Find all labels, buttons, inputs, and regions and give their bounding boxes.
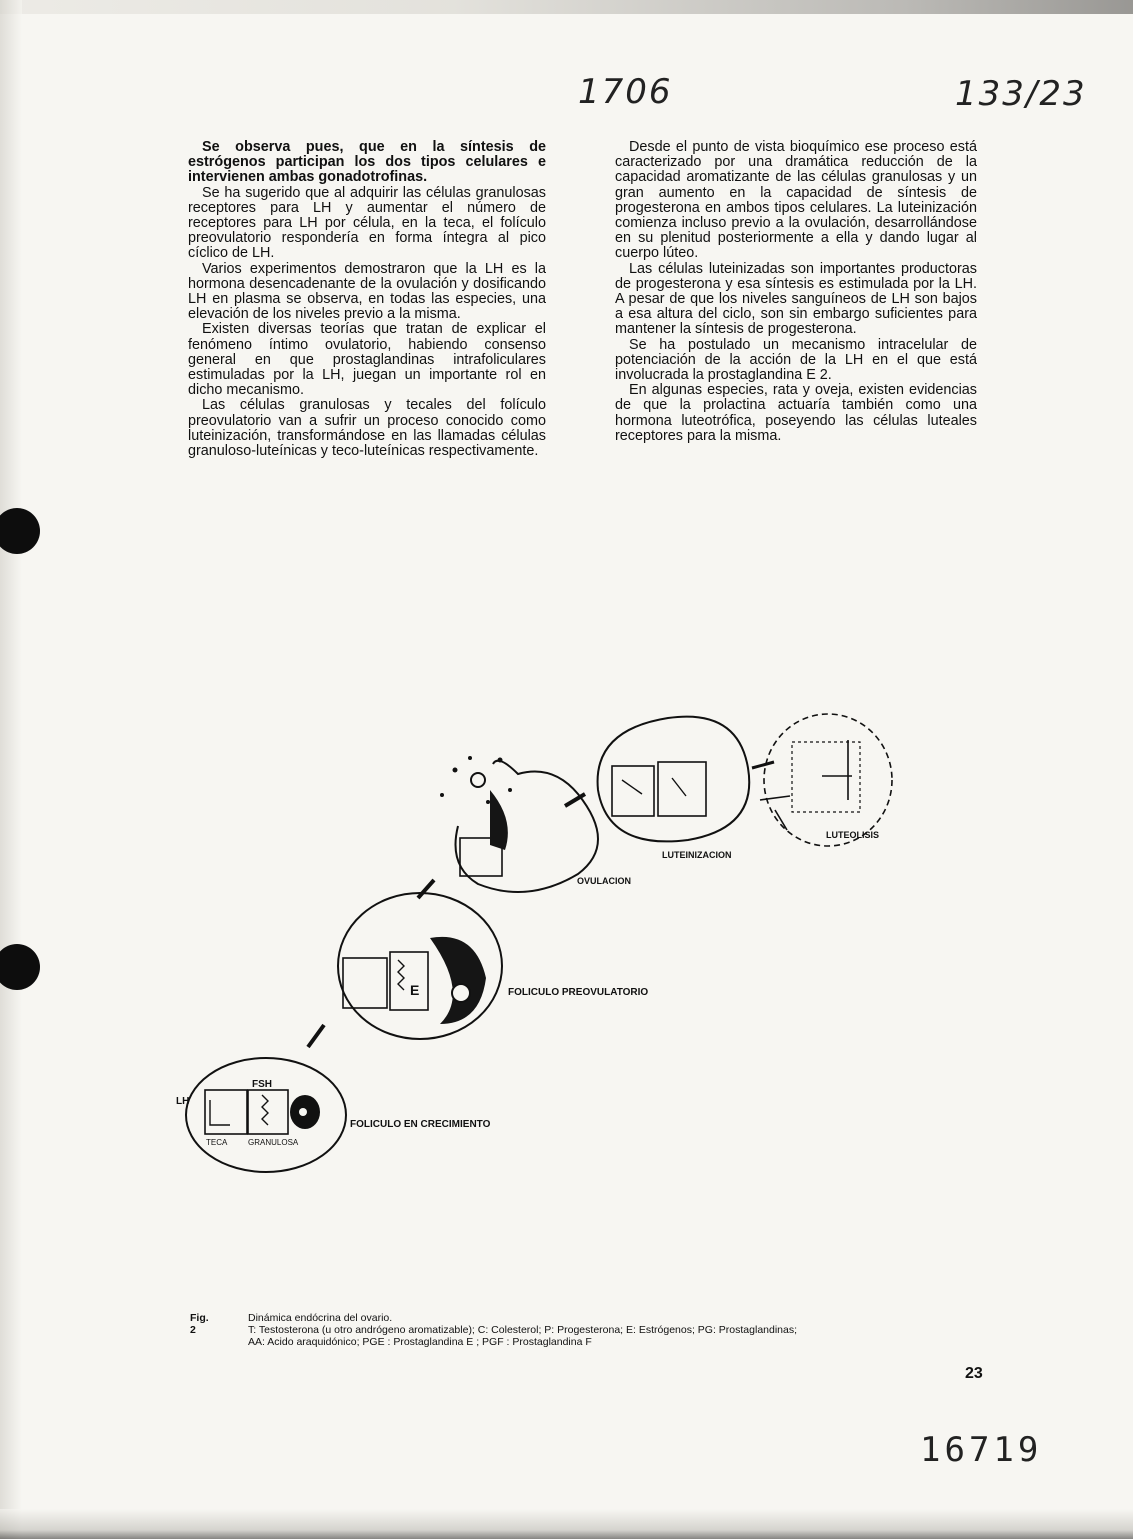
- stage-1-label: FOLICULO EN CRECIMIENTO: [350, 1119, 491, 1130]
- left-paragraph-2: Se ha sugerido que al adquirir las células granulosas receptores para LH y aumentar el número de receptores para LH por célula, en la teca, el folículo preovulatorio respondería en forma íntegra al pico cíclico de LH.: [188, 184, 546, 262]
- caption-line-2: T: Testosterona (u otro andrógeno aromatizable); C: Colesterol; P: Progesterona; E: Estrógenos; PG: Prostaglandinas;: [248, 1324, 798, 1336]
- left-paragraph-5: Las células granulosas y tecales del folículo preovulatorio van a sufrir un proceso conocido como luteinización, transformándose en las llamadas células granuloso-luteínicas y teco-luteínicas respectivamente.: [188, 397, 546, 460]
- caption-body: [248, 1312, 1008, 1348]
- archive-stamp-number: 16719: [920, 1430, 1043, 1470]
- teca-label: TECA: [206, 1138, 228, 1147]
- arrow-4-icon: [752, 762, 774, 768]
- estrogen-e-label: E: [410, 982, 420, 998]
- left-paragraph-4: Existen diversas teorías que tratan de explicar el fenómeno íntimo ovulatorio, habiendo consenso general en que prostaglandinas intrafoliculares estimuladas por la LH, juegan un importante rol en dicho mecanismo.: [188, 321, 546, 399]
- arrow-1-icon: [308, 1025, 324, 1047]
- right-paragraph-3: Se ha postulado un mecanismo intracelular de potenciación de la acción de la LH en el que está involucrada la prostaglandina E 2.: [615, 336, 977, 384]
- stage-3-label: OVULACION: [577, 876, 631, 886]
- stage-luteinization: [598, 717, 750, 860]
- stage-2-label: FOLICULO PREOVULATORIO: [508, 987, 649, 998]
- handwritten-folio: 1706: [578, 72, 673, 112]
- handwritten-reference: 133/23: [955, 74, 1087, 114]
- fsh-label: FSH: [252, 1079, 272, 1090]
- left-paragraph-1: Se observa pues, que en la síntesis de estrógenos participan los dos tipos celulares e intervienen ambas gonadotrofinas.: [188, 139, 546, 186]
- stage-preovulatory-follicle: [338, 893, 648, 1039]
- arrow-2-icon: [418, 880, 434, 898]
- page-number: 23: [965, 1365, 983, 1382]
- stage-growing-follicle: [176, 1058, 491, 1172]
- left-paragraph-3: Varios experimentos demostraron que la LH es la hormona desencadenante de la ovulación y dosificando LH en plasma se observa, en todas las especies, una elevación de los niveles previo a la misma.: [188, 260, 546, 323]
- stage-4-label: LUTEINIZACION: [662, 850, 732, 860]
- caption-line-1: Dinámica endócrina del ovario.: [248, 1312, 393, 1324]
- lh-label: LH: [176, 1096, 190, 1107]
- right-paragraph-2: Las células luteinizadas son importantes productoras de progesterona y esa síntesis es estimulada por la LH. A pesar de que los niveles sanguíneos de LH son bajos a esa altura del ciclo, son sin embargo suficientes para mantener la síntesis de progesterona.: [615, 260, 977, 338]
- caption-label: Fig. 2: [190, 1312, 209, 1336]
- granulosa-label: GRANULOSA: [248, 1138, 299, 1147]
- right-paragraph-1: Desde el punto de vista bioquímico ese proceso está caracterizado por una dramática reducción de la capacidad aromatizante de las células granulosas y un gran aumento en la capacidad de síntesis de progesterona en ambos tipos celulares. La luteinización comienza incluso previo a la ovulación, desarrollándose en su plenitud posteriormente a ella y dando lugar al cuerpo lúteo.: [615, 139, 977, 262]
- caption-line-3: AA: Acido araquidónico; PGE : Prostaglandina E ; PGF : Prostaglandina F: [248, 1336, 592, 1348]
- right-paragraph-4: En algunas especies, rata y oveja, existen evidencias de que la prolactina actuaría también como una hormona luteotrófica, poseyendo las células luteales receptores para la misma.: [615, 382, 977, 444]
- stage-ovulation: [440, 756, 631, 892]
- stage-5-label: LUTEOLISIS: [826, 830, 880, 840]
- stage-luteolysis: [760, 714, 892, 846]
